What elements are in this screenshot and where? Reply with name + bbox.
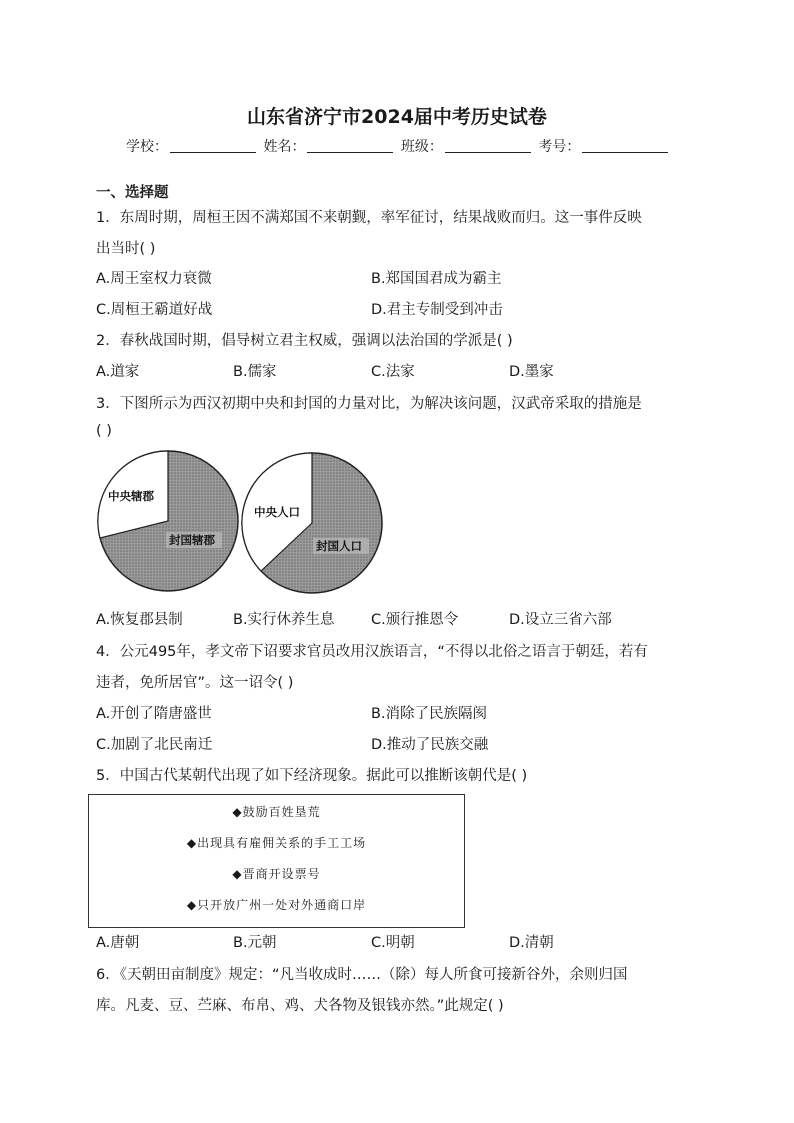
q1-option-b[interactable]: B.郑国国君成为霸主 bbox=[371, 271, 502, 287]
class-blank[interactable] bbox=[445, 138, 531, 153]
pie2-feudal-label: 封国人口 bbox=[316, 539, 362, 553]
q5-option-d[interactable]: D.清朝 bbox=[509, 935, 554, 951]
q5-option-b[interactable]: B.元朝 bbox=[233, 935, 277, 951]
section-heading: 一、选择题 bbox=[96, 185, 169, 201]
exam-title: 山东省济宁市2024届中考历史试卷 bbox=[247, 106, 547, 128]
q5-box-item-4: ◆只开放广州一处对外通商口岸 bbox=[186, 898, 367, 912]
q4-option-d[interactable]: D.推动了民族交融 bbox=[371, 737, 489, 753]
q1-option-c[interactable]: C.周桓王霸道好战 bbox=[96, 302, 213, 318]
name-label: 姓名： bbox=[263, 139, 306, 155]
exam-no-blank[interactable] bbox=[582, 138, 668, 153]
q4-option-b[interactable]: B.消除了民族隔阂 bbox=[371, 706, 488, 722]
q3-stem-line1: 3．下图所示为西汉初期中央和封国的力量对比，为解决该问题，汉武帝采取的措施是 bbox=[96, 396, 642, 412]
q2-option-b[interactable]: B.儒家 bbox=[233, 364, 277, 380]
q2-option-a[interactable]: A.道家 bbox=[96, 364, 140, 380]
q1-option-a[interactable]: A.周王室权力衰微 bbox=[96, 271, 212, 287]
exam-no-label: 考号： bbox=[538, 139, 581, 155]
q1-stem-line1: 1．东周时期，周桓王因不满郑国不来朝觐，率军征讨，结果战败而归。这一事件反映 bbox=[96, 210, 642, 226]
q4-stem-line2: 违者，免所居官”。这一诏令( ) bbox=[96, 675, 294, 691]
q4-option-a[interactable]: A.开创了隋唐盛世 bbox=[96, 706, 212, 722]
pie2-central-label: 中央人口 bbox=[254, 505, 300, 519]
q3-stem-line2: ( ) bbox=[96, 423, 112, 439]
pie-chart-territory bbox=[98, 451, 238, 591]
q5-option-c[interactable]: C.明朝 bbox=[371, 935, 415, 951]
school-label: 学校： bbox=[126, 139, 168, 155]
q4-stem-line1: 4．公元495年，孝文帝下诏要求官员改用汉族语言，“不得以北俗之语言于朝廷，若有 bbox=[96, 644, 648, 660]
q1-option-d[interactable]: D.君主专制受到冲击 bbox=[371, 302, 503, 318]
school-blank[interactable] bbox=[170, 138, 256, 153]
q3-option-a[interactable]: A.恢复郡县制 bbox=[96, 612, 183, 628]
q5-box-item-1: ◆鼓励百姓垦荒 bbox=[232, 805, 321, 819]
q1-stem-line2: 出当时( ) bbox=[96, 241, 156, 257]
q2-stem-line1: 2．春秋战国时期，倡导树立君主权威，强调以法治国的学派是( ) bbox=[96, 333, 513, 349]
q5-option-a[interactable]: A.唐朝 bbox=[96, 935, 140, 951]
student-info-line bbox=[126, 136, 671, 156]
q6-stem-line1: 6．《天朝田亩制度》规定：“凡当收成时……（除）每人所食可接新谷外，余则归国 bbox=[96, 967, 628, 983]
q3-option-d[interactable]: D.设立三省六部 bbox=[509, 612, 612, 628]
class-label: 班级： bbox=[400, 139, 443, 155]
q5-box-item-2: ◆出现具有雇佣关系的手工工场 bbox=[186, 836, 367, 850]
name-blank[interactable] bbox=[307, 138, 393, 153]
q3-option-b[interactable]: B.实行休养生息 bbox=[233, 612, 335, 628]
pie-chart-population bbox=[242, 453, 382, 593]
q3-pie-figure bbox=[96, 448, 386, 598]
q4-option-c[interactable]: C.加剧了北民南迁 bbox=[96, 737, 213, 753]
pie1-feudal-label: 封国辖郡 bbox=[169, 533, 215, 547]
pie1-central-label: 中央辖郡 bbox=[108, 489, 154, 503]
q2-option-d[interactable]: D.墨家 bbox=[509, 364, 554, 380]
q2-option-c[interactable]: C.法家 bbox=[371, 364, 415, 380]
q6-stem-line2: 库。凡麦、豆、苎麻、布帛、鸡、犬各物及银钱亦然。”此规定( ) bbox=[96, 998, 504, 1014]
q5-box-item-3: ◆晋商开设票号 bbox=[232, 867, 321, 881]
q5-stem-line1: 5．中国古代某朝代出现了如下经济现象。据此可以推断该朝代是( ) bbox=[96, 768, 528, 784]
q3-option-c[interactable]: C.颁行推恩令 bbox=[371, 612, 459, 628]
q5-material-box bbox=[88, 794, 465, 928]
